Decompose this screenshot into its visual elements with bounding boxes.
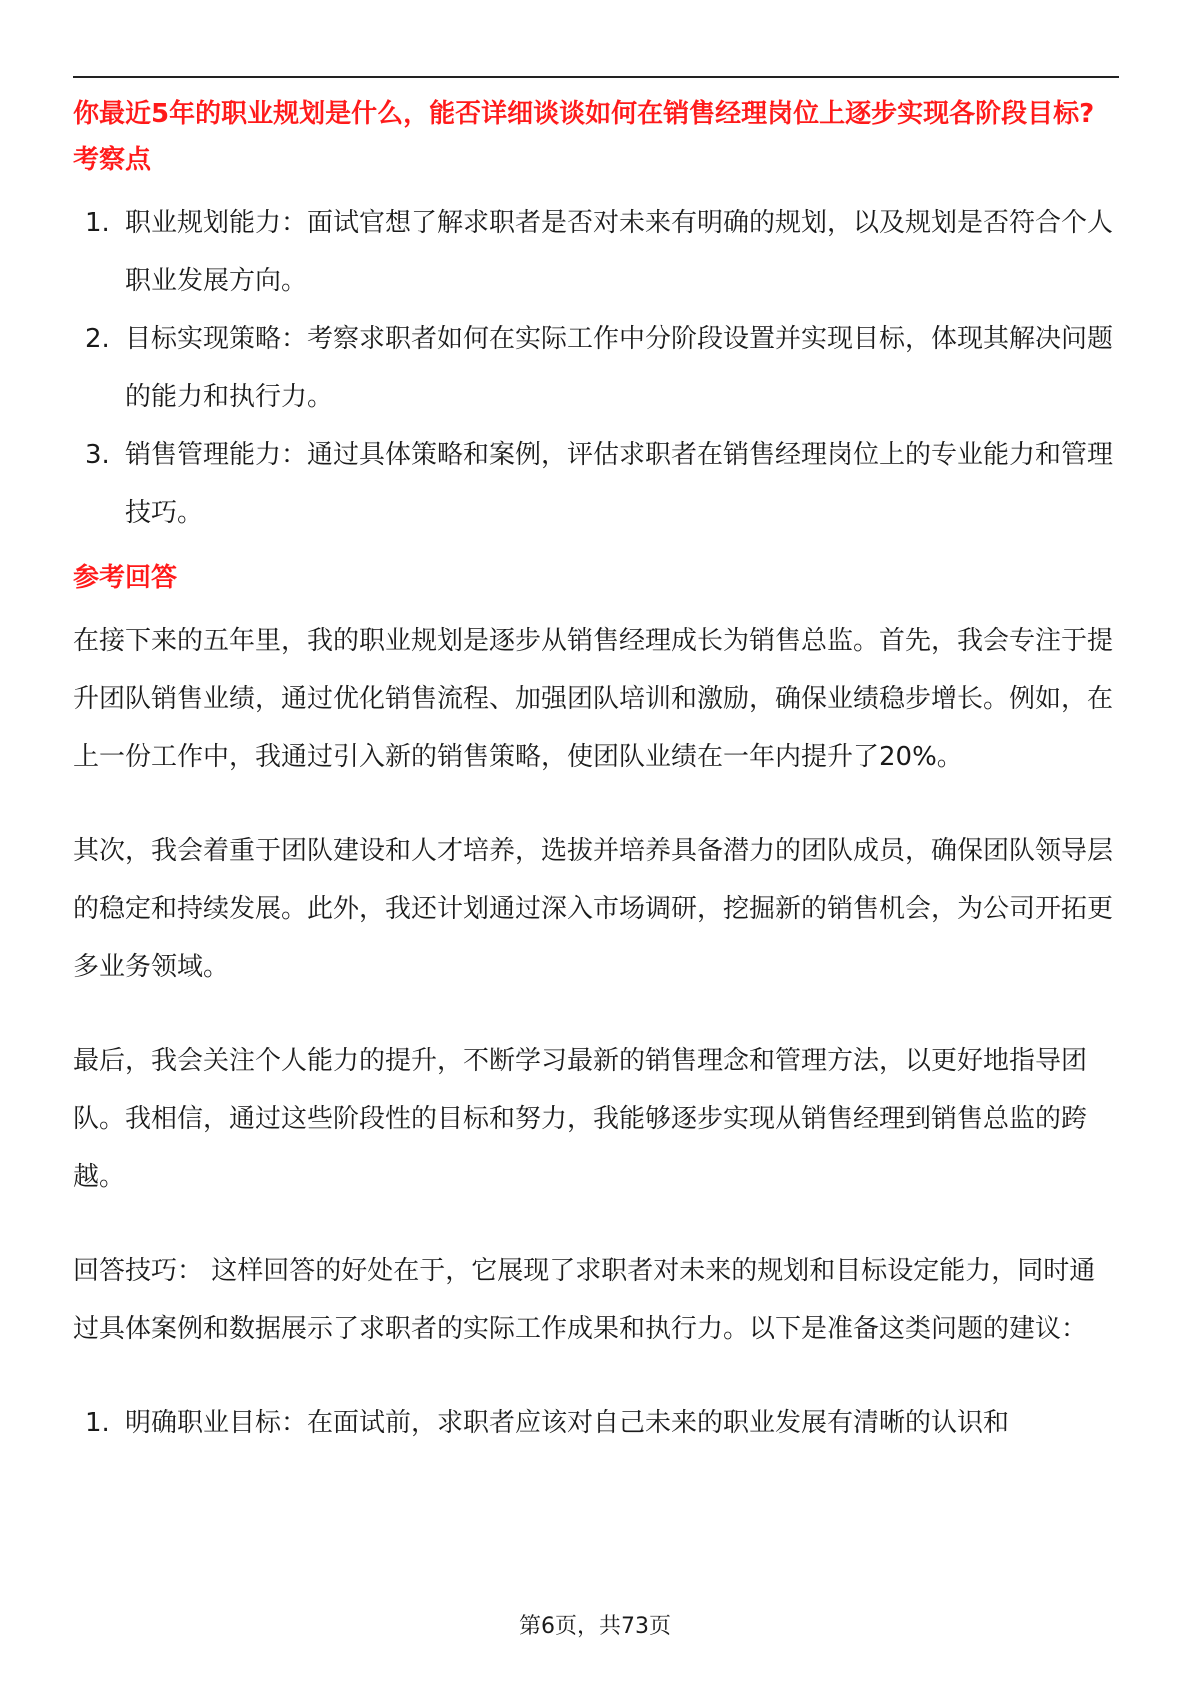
list-text: 明确职业目标：在面试前，求职者应该对自己未来的职业发展有清晰的认识和 xyxy=(125,1408,1010,1438)
page-number-footer: 第6页，共73页 xyxy=(519,1614,671,1639)
answer-paragraph: 在接下来的五年里，我的职业规划是逐步从销售经理成长为销售总监。首先，我会专注于提升团队销售业绩，通过优化销售流程、加强团队培训和激励，确保业绩稳步增长。例如，在上一份工作中，我通过引入新的销售策略，使团队业绩在一年内提升了20%。 xyxy=(73,626,1114,772)
section-title-reference-answer: 参考回答 xyxy=(73,563,178,593)
list-number: 1. xyxy=(85,1408,110,1438)
list-text: 职业规划能力：面试官想了解求职者是否对未来有明确的规划，以及规划是否符合个人职业发展方向。 xyxy=(125,208,1114,296)
list-number: 3. xyxy=(85,440,110,470)
list-item xyxy=(73,310,1119,426)
top-divider xyxy=(73,76,1119,78)
answer-tips-paragraph: 回答技巧： 这样回答的好处在于，它展现了求职者对未来的规划和目标设定能力，同时通过具体案例和数据展示了求职者的实际工作成果和执行力。以下是准备这类问题的建议： xyxy=(73,1256,1096,1344)
list-item xyxy=(73,1394,1119,1452)
answer-paragraph: 最后，我会关注个人能力的提升，不断学习最新的销售理念和管理方法，以更好地指导团队。我相信，通过这些阶段性的目标和努力，我能够逐步实现从销售经理到销售总监的跨越。 xyxy=(73,1046,1088,1192)
page-content xyxy=(73,94,1119,1452)
list-text: 目标实现策略：考察求职者如何在实际工作中分阶段设置并实现目标，体现其解决问题的能力和执行力。 xyxy=(125,324,1114,412)
section-title-assessment: 考察点 xyxy=(73,145,152,175)
list-number: 2. xyxy=(85,324,110,354)
tips-list xyxy=(73,1394,1119,1452)
question-heading: 你最近5年的职业规划是什么，能否详细谈谈如何在销售经理岗位上逐步实现各阶段目标? xyxy=(73,99,1095,129)
list-text: 销售管理能力：通过具体策略和案例，评估求职者在销售经理岗位上的专业能力和管理技巧。 xyxy=(125,440,1114,528)
answer-paragraph: 其次，我会着重于团队建设和人才培养，选拔并培养具备潜力的团队成员，确保团队领导层的稳定和持续发展。此外，我还计划通过深入市场调研，挖掘新的销售机会，为公司开拓更多业务领域。 xyxy=(73,836,1114,982)
assessment-list xyxy=(73,194,1119,542)
list-item xyxy=(73,194,1119,310)
list-number: 1. xyxy=(85,208,110,238)
list-item xyxy=(73,426,1119,542)
